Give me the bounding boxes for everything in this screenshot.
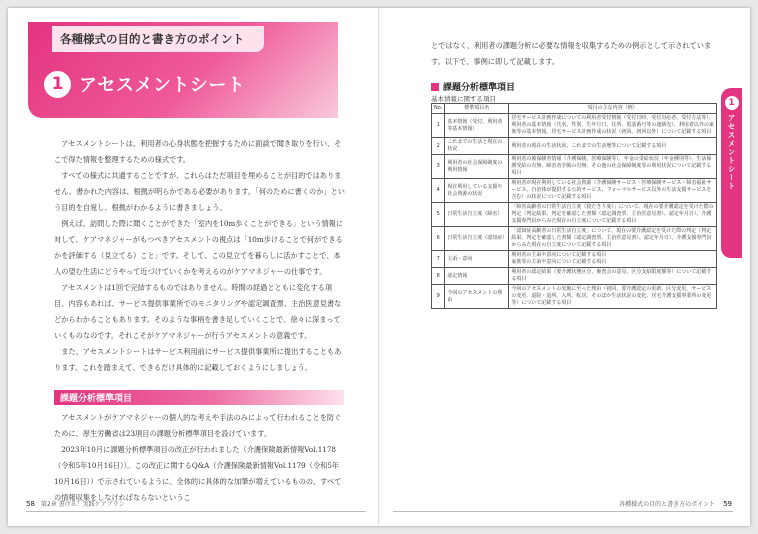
table-row xyxy=(432,138,717,155)
row-item-content: 利用者が現在利用している社会資源（介護保険サービス・医療保険サービス・障害福祉サービス、自治体が提供する公的サービス、フォーマルサービス以外の生活支援サービスを含む）の状況について記載する項目 xyxy=(509,179,717,203)
paragraph: アセスメントシートは、利用者の心身状態を把握するために面談で聞き取りを行い、そこで得た情報を整理するための様式です。 xyxy=(54,139,342,164)
row-item-content: 利用者の主訴や意向について記載する項目 家族等の主訴や意向について記載する項目 xyxy=(509,251,717,268)
paragraph: アセスメントがケアマネジャーの個人的な考えや手法のみによって行われることを防ぐために、厚生労働省は23項目の課題分析標準項目を設けています。 xyxy=(54,413,342,438)
row-number: 4 xyxy=(432,179,445,203)
row-number: 2 xyxy=(432,138,445,155)
section-heading-bar xyxy=(54,390,344,405)
table-header-row xyxy=(432,104,717,114)
row-number: 9 xyxy=(432,285,445,309)
header-no: No. xyxy=(432,104,445,114)
side-tab-number: 1 xyxy=(725,96,739,110)
standard-items-table xyxy=(431,103,717,309)
table-section-title: 課題分析標準項目 xyxy=(443,83,516,93)
row-item-content: 「障害高齢者の日常生活自立度（寝たきり度）」について、現在の要介護認定を受けた際の判定（判定結果、判定を確認した書類（認定調査票、主治医意見書）、認定年月日）、介護支援専門員からみた現在の自立度について記載する項目 xyxy=(509,203,717,227)
row-item-name: 基本情報（受付、利用者等基本情報） xyxy=(445,114,509,138)
footer-right xyxy=(619,499,732,508)
footer-rule xyxy=(393,511,733,512)
row-item-content: 利用者の認定結果（要介護状態区分、審査会の意見、区分支給限度額等）について記載する項目 xyxy=(509,268,717,285)
table-row xyxy=(432,203,717,227)
row-item-name: 日常生活自立度（障害） xyxy=(445,203,509,227)
chapter-label: 第2章 書ける！実践ケアプラン xyxy=(40,501,125,508)
square-bullet-icon xyxy=(431,83,439,91)
row-number: 8 xyxy=(432,268,445,285)
row-item-content: 今回のアセスメントの実施に至った理由（初回、要介護認定の更新、区分変更、サービスの変更、退院・退所、入所、転居、そのほか生活状況の変化、居宅介護支援事業所の変更等）について記載する項目 xyxy=(509,285,717,309)
footer-left xyxy=(26,499,125,508)
table-section-heading xyxy=(431,80,515,93)
continuation-text: とではなく、利用者の課題分析に必要な情報を収集するための例示として示されています。以下で、事例に即して記載します。 xyxy=(431,41,712,66)
row-item-name: 主訴・意向 xyxy=(445,251,509,268)
right-page xyxy=(379,8,750,526)
table-row xyxy=(432,268,717,285)
row-item-content: 利用者の被保険者情報（介護保険、医療保険等）、年金の受給状況（年金種別等）、生活保護受給の有無、障害者手帳の有無、その他の社会保障制度等の利用状況について記載する項目 xyxy=(509,155,717,179)
table-row xyxy=(432,227,717,251)
row-item-name: 利用者の社会保障制度の利用情報 xyxy=(445,155,509,179)
paragraph: 2023年10月に課題分析標準項目の改正が行われました（介護保険最新情報Vol.1178（令和5年10月16日））。この改正に関するQ&A（介護保険最新情報Vol.1179（令和5年10月16日））で示されているように、全体的に具体的な加筆が増えているものの、すべての情報収集をしなければならないというこ xyxy=(54,445,342,502)
chapter-side-tab xyxy=(721,88,742,258)
book-spread xyxy=(8,8,750,526)
footer-rule xyxy=(26,511,366,512)
header-tab xyxy=(52,26,264,52)
row-item-name: 認定情報 xyxy=(445,268,509,285)
header-tab-label: 各種様式の目的と書き方のポイント xyxy=(60,32,244,46)
row-item-content: 利用者の現在の生活状況、これまでの生活歴等について記載する項目 xyxy=(509,138,717,155)
table-row xyxy=(432,251,717,268)
table-row xyxy=(432,114,717,138)
paragraph: 例えば、訪問した際に聞くことができた「室内を10m歩くことができる」という情報に対して、ケアマネジャーがもつべきアセスメントの視点は「10m歩けることで何ができるかを評価する（見立てる）こと」です。そして、この見立てを暮らしに活かすことで、本人の望む生活にどうやって近づけていくかを考えるのがケアマネジャーの仕事です。 xyxy=(54,219,344,276)
row-number: 6 xyxy=(432,227,445,251)
header-item: 標準項目名 xyxy=(445,104,509,114)
paragraph: また、アセスメントシートはサービス利用前にサービス提供事業所に提出することもあります。これを踏まえて、できるだけ具体的に記載しておくようにしましょう。 xyxy=(54,347,342,372)
section-title-bar xyxy=(44,66,304,102)
row-item-content: 「認知症高齢者の日常生活自立度」について、現在の要介護認定を受けた際の判定（判定結果、判定を確認した書類（認定調査票、主治医意見書）、認定年月日）、介護支援専門員からみた現在の自立度について記載する項目 xyxy=(509,227,717,251)
standard-items-text xyxy=(54,410,346,506)
table-row xyxy=(432,285,717,309)
row-number: 1 xyxy=(432,114,445,138)
row-item-name: 今回のアセスメントの理由 xyxy=(445,285,509,309)
row-number: 7 xyxy=(432,251,445,268)
side-tab-label: アセスメントシート xyxy=(727,114,736,191)
section-heading: 課題分析標準項目 xyxy=(60,394,133,404)
header-content: 項目の主な内容（例） xyxy=(509,104,717,114)
page-number: 58 xyxy=(26,499,35,508)
section-number-badge: 1 xyxy=(44,71,71,98)
row-item-content: 居宅サービス計画作成についての利用者受付情報（受付日時、受付対応者、受付方法等）、利用者の基本情報（氏名、性別、生年月日、住所、電話番号等の連絡先）、利用者以外の家族等の基本情報、居宅サービス計画作成の状況（初回、初回以外）について記載する項目 xyxy=(509,114,717,138)
table-row xyxy=(432,179,717,203)
row-number: 3 xyxy=(432,155,445,179)
row-number: 5 xyxy=(432,203,445,227)
row-item-name: これまでの生活と現在の状況 xyxy=(445,138,509,155)
table-row xyxy=(432,155,717,179)
page-number: 59 xyxy=(723,499,732,508)
paragraph: すべての様式に共通することですが、これらはただ項目を埋めることが目的ではありません。書かれた内容は、根拠が明らかである必要があります。「何のために書くのか」という目的を自覚し、根拠がわかるように書きましょう。 xyxy=(54,171,345,212)
row-item-name: 日常生活自立度（認知症） xyxy=(445,227,509,251)
intro-text xyxy=(54,136,346,376)
paragraph: アセスメントは1回で完結するものではありません。時間の経過とともに変化する項目、内容もあれば、サービス提供事業所でのモニタリングや認定調査票、主治医意見書などからわかることもあります。そのような事柄を書き足していくことで、徐々に深まっていくものなのです。それこそがケアマネジャーが行うアセスメントの意義です。 xyxy=(54,283,342,340)
left-page xyxy=(8,8,379,526)
footer-title: 各種様式の目的と書き方のポイント xyxy=(619,501,716,508)
section-title: アセスメントシート xyxy=(79,75,246,96)
row-item-name: 現在利用している支援や社会資源の状況 xyxy=(445,179,509,203)
table-subheading: 基本情報に関する項目 xyxy=(431,95,496,103)
